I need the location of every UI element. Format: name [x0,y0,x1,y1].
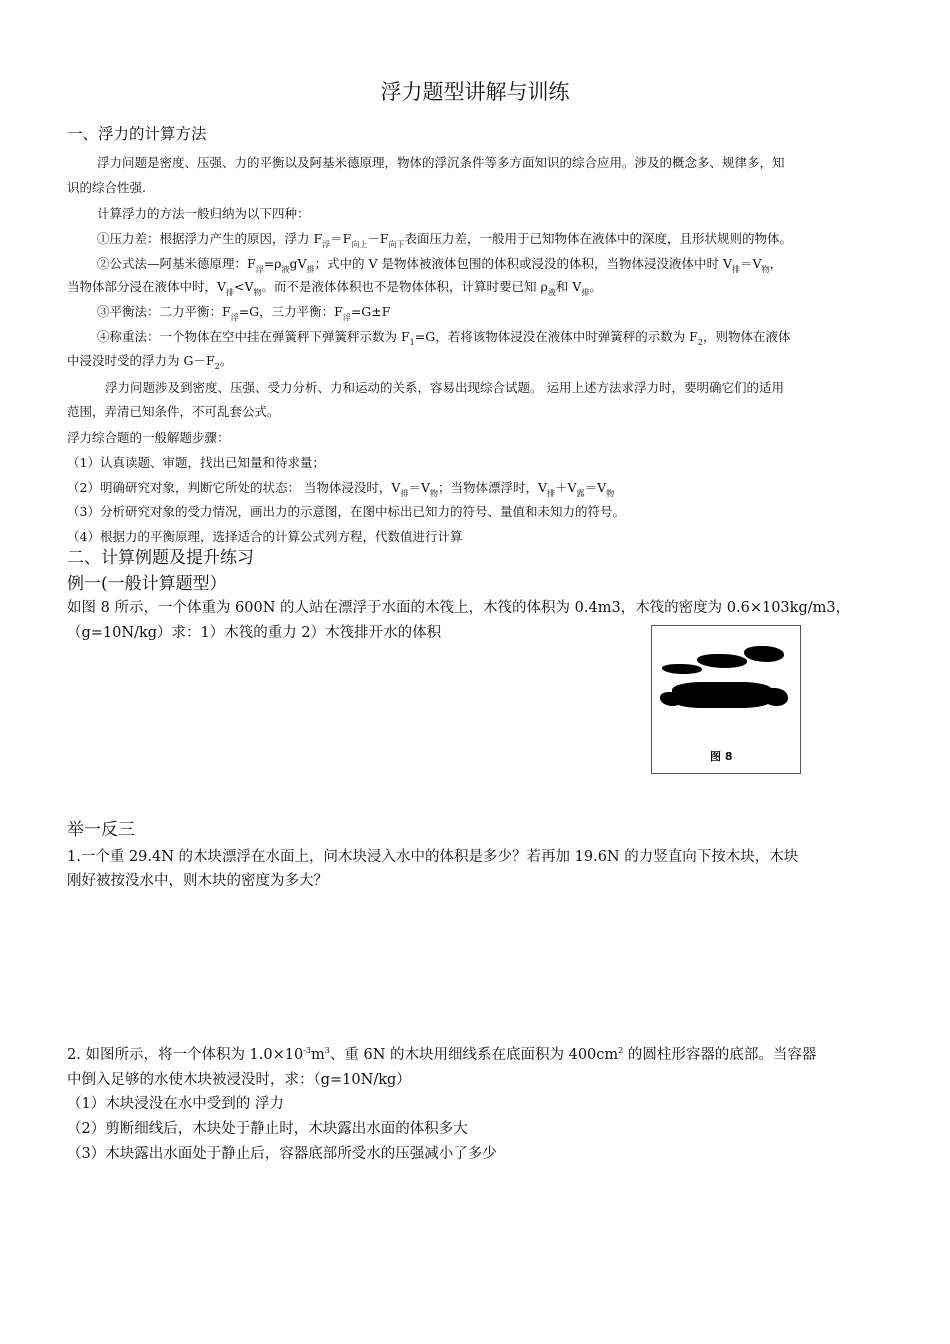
method-2-line-2: 当物体部分浸在液体中时，$V_排<V_物$。而不是液体体积也不是物体体积，计算时要已知 $\rho_液$和 $V_排$。 [67,279,602,297]
figure-label: 图 8 [710,750,733,763]
figure-raft-shade [672,682,772,708]
figure-water-shade [662,664,702,674]
question-2-part-1: （1）木块浸没在水中受到的 浮力 [67,1096,284,1112]
example-line-2: （g=10N/kg）求：1）木筏的重力 2）木筏排开水的体积 [67,625,442,641]
methods-intro: 计算浮力的方法一般归纳为以下四种： [97,206,310,221]
figure-wave-shade [744,646,784,662]
example-title: 例一(一般计算题型） [67,574,227,594]
question-2-part-3: （3）木块露出水面处于静止后，容器底部所受水的压强减小了多少 [67,1146,497,1162]
section-2-heading: 二、计算例题及提升练习 [67,548,254,568]
question-2-line-2: 中倒入足够的水使木块被浸没时，求：（g=10N/kg） [67,1072,411,1088]
raft-figure-image [651,625,801,774]
practice-title: 举一反三 [67,820,135,840]
method-3: ③平衡法：二力平衡：$F_浮=G$，三力平衡：$F_浮=G\pm F$ [97,304,391,322]
step-4: （4）根据力的平衡原理，选择适合的计算公式列方程，代数值进行计算 [67,529,463,544]
method-4-line-2: 中浸没时受的浮力为 $G-F_2$。 [67,353,233,371]
question-1-line-1: 1.一个重 29.4N 的木块漂浮在水面上，问木块浸入水中的体积是多少？若再加 19.6N 的力竖直向下按木块，木块 [67,849,799,865]
figure-ripple-shade [660,692,682,706]
figure-ripple-shade-right [762,688,788,706]
method-1: ①压力差：根据浮力产生的原因，浮力 $F_浮=F_{向上}-F_{向下}$表面压力差，一般用于已知物体在液体中的深度，且形状规则的物体。 [97,231,793,249]
section-1-heading: 一、浮力的计算方法 [67,125,207,143]
method-4-line-1: ④称重法：一个物体在空中挂在弹簧秤下弹簧秤示数为 $F_1=G$，若将该物体浸没在液体中时弹簧秤的示数为 $F_2$，则物体在液体 [97,329,791,347]
example-line-1: 如图 8 所示，一个体重为 600N 的人站在漂浮于水面的木筏上，木筏的体积为 0.4m3，木筏的密度为 0.6×103kg/m3， [67,600,851,616]
step-2: （2）明确研究对象，判断它所处的状态： 当物体浸没时，$V_排=V_物$；当物体漂浮时，$V_排+V_露=V_物$ [67,480,615,498]
question-2-line-1: 2. 如图所示，将一个体积为 $1.0\times 10^{-3}m^3$、重 6N 的木块用细线系在底面积为 $400cm^2$ 的圆柱形容器的底部。当容器 [67,1046,817,1063]
intro-line-1: 浮力问题是密度、压强、力的平衡以及阿基米德原理，物体的浮沉条件等多方面知识的综合应用。涉及的概念多、规律多，知 [97,155,785,170]
question-1-line-2: 刚好被按没水中，则木块的密度为多大？ [67,873,328,889]
note-line-2: 范围，弄清已知条件，不可乱套公式。 [67,404,280,419]
figure-person-shade [697,654,747,668]
note-line-1: 浮力问题涉及到密度、压强、受力分析、力和运动的关系，容易出现综合试题。 运用上述方法求浮力时，要明确它们的适用 [105,380,784,395]
question-2-part-2: （2）剪断细线后，木块处于静止时，木块露出水面的体积多大 [67,1121,468,1137]
method-2-line-1: ②公式法—阿基米德原理：$F_浮=\rho_液gV_排$；式中的 V 是物体被液体包围的体积或浸没的体积，当物体浸没液体中时 $V_排=V_物$， [97,256,783,274]
step-1: （1）认真读题、审题，找出已知量和待求量； [67,455,325,470]
page-title: 浮力题型讲解与训练 [380,80,570,104]
intro-line-2: 识的综合性强. [67,180,146,195]
steps-title: 浮力综合题的一般解题步骤： [67,430,230,445]
step-3: （3）分析研究对象的受力情况，画出力的示意图，在图中标出已知力的符号、量值和未知力的符号。 [67,504,625,519]
